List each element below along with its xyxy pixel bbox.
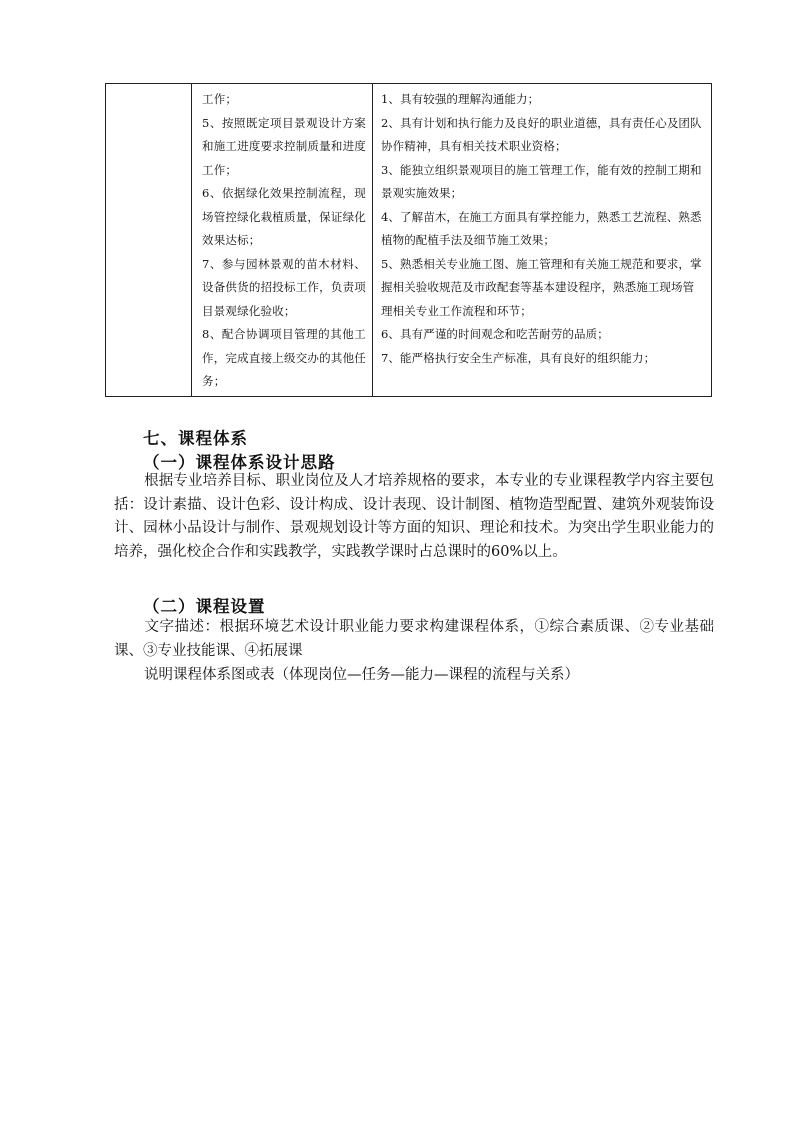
job-requirements-table bbox=[105, 83, 712, 397]
subsection-heading-settings: （二）课程设置 bbox=[143, 597, 266, 616]
settings-paragraph bbox=[114, 616, 714, 663]
design-paragraph bbox=[114, 470, 714, 564]
requirements-cell bbox=[373, 84, 712, 397]
position-cell bbox=[106, 84, 192, 397]
requirement-item: 1、具有较强的理解沟通能力； bbox=[381, 92, 540, 106]
requirement-item: 3、能独立组织景观项目的施工管理工作，能有效的控制工期和景观实施效果； bbox=[381, 162, 702, 200]
section-heading: 七、课程体系 bbox=[143, 429, 248, 448]
requirement-item: 4、了解苗木，在施工方面具有掌控能力，熟悉工艺流程、熟悉植物的配植手法及细节施工效果； bbox=[381, 209, 702, 247]
duty-item: 工作； bbox=[202, 92, 238, 106]
requirement-item: 2、具有计划和执行能力及良好的职业道德，具有责任心及团队协作精神，具有相关技术职业资格； bbox=[381, 115, 702, 153]
requirement-item: 6、具有严谨的时间观念和吃苦耐劳的品质； bbox=[381, 327, 609, 341]
subsection-heading-design: （一）课程体系设计思路 bbox=[143, 453, 336, 472]
duty-item: 8、配合协调项目管理的其他工作，完成直接上级交办的其他任务； bbox=[202, 327, 366, 388]
duty-item: 5、按照既定项目景观设计方案和施工进度要求控制质量和进度工作； bbox=[202, 115, 366, 177]
design-paragraph-text: 根据专业培养目标、职业岗位及人才培养规格的要求，本专业的专业课程教学内容主要包括：设计素描、设计色彩、设计构成、设计表现、设计制图、植物造型配置、建筑外观装饰设计、园林小品设计与制作、景观规划设计等方面的知识、理论和技术。为突出学生职业能力的培养，强化校企合作和实践教学，实践教学课时占总课时的60%以上。 bbox=[114, 473, 714, 560]
duty-item: 6、依据绿化效果控制流程，现场管控绿化栽植质量，保证绿化效果达标； bbox=[202, 186, 366, 247]
table-row bbox=[106, 84, 712, 397]
requirement-item: 7、能严格执行安全生产标准，具有良好的组织能力； bbox=[381, 350, 656, 365]
settings-note: 说明课程体系图或表（体现岗位—任务—能力—课程的流程与关系） bbox=[144, 667, 579, 683]
requirement-item: 5、熟悉相关专业施工图、施工管理和有关施工规范和要求，掌握相关验收规范及市政配套等基本建设程序，熟悉施工现场管理相关专业工作流程和环节； bbox=[381, 256, 702, 318]
job-table bbox=[105, 83, 712, 397]
duties-cell bbox=[192, 84, 373, 397]
duty-item: 7、参与园林景观的苗木材料、设备供货的招投标工作，负责项目景观绿化验收； bbox=[202, 256, 366, 318]
settings-paragraph-text: 文字描述：根据环境艺术设计职业能力要求构建课程体系，①综合素质课、②专业基础课、③专业技能课、④拓展课 bbox=[114, 619, 714, 659]
